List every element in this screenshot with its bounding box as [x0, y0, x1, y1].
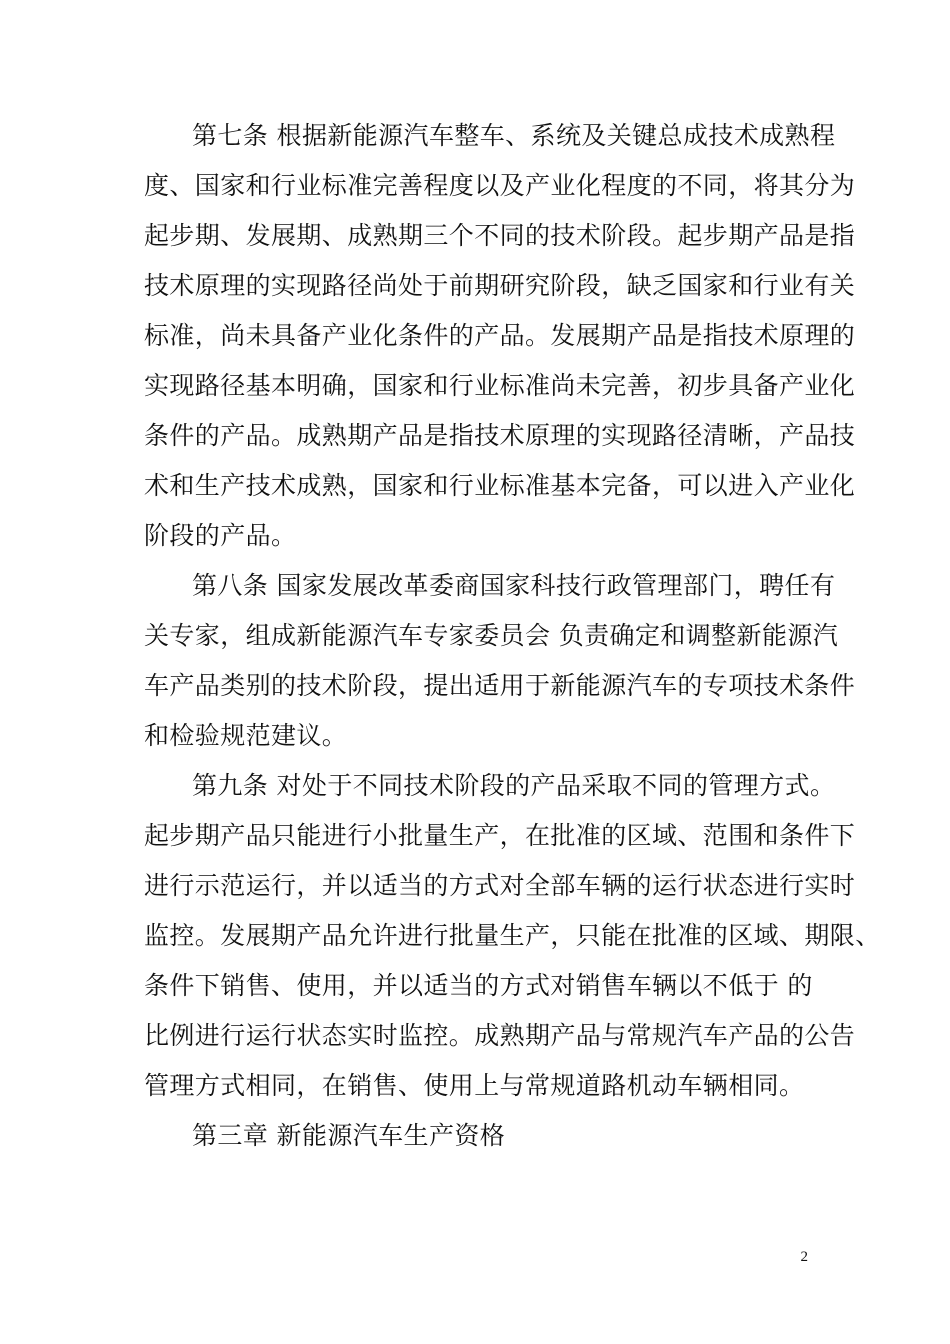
article-7-line-4: 技术原理的实现路径尚处于前期研究阶段，缺乏国家和行业有关	[144, 271, 856, 300]
article-8-line-3: 车产品类别的技术阶段，提出适用于新能源汽车的专项技术条件	[144, 671, 856, 700]
article-7-line-2: 度、国家和行业标准完善程度以及产业化程度的不同，将其分为	[144, 171, 856, 200]
article-7-line-8: 术和生产技术成熟，国家和行业标准基本完备，可以进入产业化	[144, 471, 856, 500]
article-9-line-5: 条件下销售、使用，并以适当的方式对销售车辆以不低于 的	[144, 971, 813, 1000]
page-number: 2	[800, 1249, 808, 1265]
article-7-line-1: 第七条 根据新能源汽车整车、系统及关键总成技术成熟程	[192, 121, 836, 150]
article-9-line-1: 第九条 对处于不同技术阶段的产品采取不同的管理方式。	[192, 771, 836, 800]
article-7-line-5: 标准，尚未具备产业化条件的产品。发展期产品是指技术原理的	[144, 321, 856, 350]
chapter-3-heading: 第三章 新能源汽车生产资格	[192, 1121, 506, 1150]
article-7-line-3: 起步期、发展期、成熟期三个不同的技术阶段。起步期产品是指	[144, 221, 856, 250]
article-9-line-7: 管理方式相同，在销售、使用上与常规道路机动车辆相同。	[144, 1071, 805, 1100]
article-9-line-2: 起步期产品只能进行小批量生产，在批准的区域、范围和条件下	[144, 821, 856, 850]
article-8-line-4: 和检验规范建议。	[144, 721, 348, 750]
article-8-line-2: 关专家，组成新能源汽车专家委员会 负责确定和调整新能源汽	[144, 621, 839, 650]
article-7-line-6: 实现路径基本明确，国家和行业标准尚未完善，初步具备产业化	[144, 371, 856, 400]
article-7-line-7: 条件的产品。成熟期产品是指技术原理的实现路径清晰，产品技	[144, 421, 856, 450]
article-9-line-6: 比例进行运行状态实时监控。成熟期产品与常规汽车产品的公告	[144, 1021, 856, 1050]
article-9-line-4: 监控。发展期产品允许进行批量生产，只能在批准的区域、期限、	[144, 921, 881, 950]
article-9-line-3: 进行示范运行，并以适当的方式对全部车辆的运行状态进行实时	[144, 871, 856, 900]
article-8-line-1: 第八条 国家发展改革委商国家科技行政管理部门，聘任有	[192, 571, 836, 600]
article-7-line-9: 阶段的产品。	[144, 521, 297, 550]
